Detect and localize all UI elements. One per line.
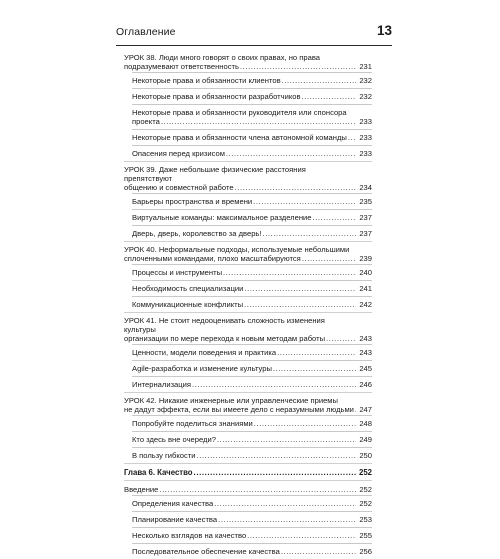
toc-section-entry[interactable]	[124, 451, 372, 460]
toc-entry-title: Agile-разработка и изменение культуры	[132, 364, 272, 373]
dot-leader	[254, 419, 356, 428]
toc-section-entry[interactable]	[124, 547, 372, 556]
toc-section-entry[interactable]	[124, 76, 372, 85]
toc-page-number: 239	[359, 254, 372, 263]
toc-entry-title: Дверь, дверь, королевство за дверь!	[132, 229, 262, 238]
toc-section-entry[interactable]	[124, 284, 372, 293]
toc-chapter-entry[interactable]	[124, 468, 372, 477]
toc-lesson-entry[interactable]	[124, 396, 372, 414]
toc-page-number: 252	[359, 485, 372, 494]
toc-entry-title: Барьеры пространства и времени	[132, 197, 253, 206]
toc-page-number: 242	[359, 300, 372, 309]
toc-entry-title: Некоторые права и обязанности руководителя или спонсора	[132, 108, 347, 117]
toc-page-number: 233	[359, 133, 372, 142]
dot-leader	[244, 284, 356, 293]
toc-page-number: 253	[359, 515, 372, 524]
toc-entry-title: Коммуникационные конфликты	[132, 300, 244, 309]
toc-entry-title: УРОК 41. Не стоит недооценивать сложность изменения культуры	[124, 316, 325, 334]
dot-leader	[226, 149, 356, 158]
toc-entry-title: Процессы и инструменты	[132, 268, 223, 277]
toc-divider	[124, 241, 372, 242]
toc-entry-title: Последовательное обеспечение качества	[132, 547, 280, 556]
toc-page-number: 237	[359, 213, 372, 222]
toc-entry-title: Некоторые права и обязанности разработчиков	[132, 92, 301, 101]
toc-page-number: 248	[359, 419, 372, 428]
dot-leader	[223, 268, 356, 277]
toc-divider	[132, 72, 372, 73]
running-header	[116, 23, 392, 46]
toc-divider	[124, 392, 372, 393]
toc-divider	[124, 312, 372, 313]
toc-page-number: 241	[359, 284, 372, 293]
toc-page-number: 237	[359, 229, 372, 238]
toc-entry-title: Некоторые права и обязанности клиентов	[132, 76, 281, 85]
toc-divider	[132, 129, 372, 130]
toc-entry-title: Глава 6. Качество	[124, 468, 193, 477]
dot-leader	[197, 451, 356, 460]
dot-leader	[326, 334, 356, 343]
toc-entry-title: УРОК 39. Даже небольшие физические расстояния препятствуют	[124, 165, 306, 183]
toc-entry-title: сплоченными командами, плохо масштабируются	[124, 254, 301, 263]
toc-section-entry[interactable]	[124, 213, 372, 222]
toc-entry-title: Введение	[124, 485, 159, 494]
dot-leader	[194, 468, 356, 477]
toc-lesson-entry[interactable]	[124, 53, 372, 71]
toc-entry-title: Кто здесь вне очереди?	[132, 435, 216, 444]
toc-entry-title: Планирование качества	[132, 515, 218, 524]
toc-entry-title: общению и совместной работе	[124, 183, 234, 192]
toc-entry-title: не дадут эффекта, если вы имеете дело с неразумными людьми	[124, 405, 354, 414]
toc-lesson-entry[interactable]	[124, 165, 372, 192]
toc-entry-title: Определения качества	[132, 499, 214, 508]
toc-entry-title: В пользу гибкости	[132, 451, 196, 460]
dot-leader	[159, 485, 356, 494]
toc-entry-title: УРОК 42. Никакие инженерные или управленческие приемы	[124, 396, 338, 405]
toc-section-entry[interactable]	[124, 515, 372, 524]
toc-section-entry[interactable]	[124, 435, 372, 444]
toc-lesson-entry[interactable]	[124, 245, 372, 263]
dot-leader	[235, 183, 356, 192]
toc-section-entry[interactable]	[124, 348, 372, 357]
toc-divider	[132, 280, 372, 281]
toc-section-entry[interactable]	[124, 133, 372, 142]
toc-page-number: 232	[359, 76, 372, 85]
dot-leader	[218, 515, 356, 524]
toc-page-number: 232	[359, 92, 372, 101]
toc-entry-title: УРОК 40. Неформальные подходы, используемые небольшими	[124, 245, 350, 254]
toc-page-number: 255	[359, 531, 372, 540]
toc-divider	[132, 415, 372, 416]
toc-entry-title: Некоторые права и обязанности члена автономной команды	[132, 133, 347, 142]
toc-section-entry[interactable]	[124, 364, 372, 373]
toc-page-number: 233	[359, 117, 372, 126]
dot-leader	[302, 254, 356, 263]
toc-section-entry[interactable]	[124, 197, 372, 206]
toc-page-number: 245	[359, 364, 372, 373]
toc-entry-title: Несколько взглядов на качество	[132, 531, 247, 540]
toc-lesson-entry[interactable]	[124, 485, 372, 494]
toc-page-number: 252	[359, 499, 372, 508]
toc-entry-title: организации по мере перехода к новым методам работы	[124, 334, 326, 343]
toc-divider	[132, 88, 372, 89]
toc-entry-title: проекта	[132, 117, 160, 126]
dot-leader	[282, 76, 356, 85]
toc-page-number: 243	[359, 348, 372, 357]
dot-leader	[273, 364, 356, 373]
toc-page-number: 247	[359, 405, 372, 414]
toc-section-entry[interactable]	[124, 268, 372, 277]
toc-divider	[132, 527, 372, 528]
dot-leader	[355, 405, 356, 414]
page-number: 13	[376, 23, 392, 38]
toc-section-entry[interactable]	[124, 149, 372, 158]
toc-section-entry[interactable]	[124, 380, 372, 389]
dot-leader	[214, 499, 356, 508]
toc-page-number: 240	[359, 268, 372, 277]
section-name: Оглавление	[116, 26, 176, 38]
toc-divider	[132, 543, 372, 544]
toc-lesson-entry[interactable]	[124, 316, 372, 343]
toc-divider	[132, 511, 372, 512]
dot-leader	[302, 92, 357, 101]
toc-page-number: 252	[358, 468, 372, 477]
toc-page-number: 246	[359, 380, 372, 389]
toc-entry-title: Интернализация	[132, 380, 191, 389]
toc-divider	[132, 145, 372, 146]
toc-section-entry[interactable]	[124, 499, 372, 508]
dot-leader	[312, 213, 356, 222]
toc-section-entry[interactable]	[124, 531, 372, 540]
toc-divider	[132, 360, 372, 361]
toc-divider	[132, 209, 372, 210]
toc-page-number: 235	[359, 197, 372, 206]
toc-divider	[132, 344, 372, 345]
toc-divider	[132, 296, 372, 297]
table-of-contents	[124, 53, 372, 559]
toc-page-number: 233	[359, 149, 372, 158]
toc-entry-title: УРОК 38. Люди много говорят о своих правах, но права	[124, 53, 320, 62]
toc-divider	[124, 480, 372, 481]
dot-leader	[161, 117, 356, 126]
toc-divider	[132, 495, 372, 496]
dot-leader	[277, 348, 356, 357]
dot-leader	[244, 300, 356, 309]
toc-divider	[132, 225, 372, 226]
toc-section-entry[interactable]	[124, 229, 372, 238]
dot-leader	[240, 62, 356, 71]
toc-section-entry[interactable]	[124, 300, 372, 309]
toc-page-number: 234	[359, 183, 372, 192]
toc-divider	[124, 463, 372, 464]
toc-divider	[132, 431, 372, 432]
dot-leader	[348, 133, 356, 142]
toc-section-entry[interactable]	[124, 419, 372, 428]
toc-divider	[132, 104, 372, 105]
dot-leader	[247, 531, 356, 540]
toc-entry-title: Опасения перед кризисом	[132, 149, 225, 158]
dot-leader	[192, 380, 356, 389]
toc-divider	[124, 161, 372, 162]
toc-divider	[132, 193, 372, 194]
dot-leader	[263, 229, 357, 238]
toc-entry-title: Необходимость специализации	[132, 284, 244, 293]
toc-page-number: 231	[359, 62, 372, 71]
toc-entry-title: Попробуйте поделиться знаниями	[132, 419, 253, 428]
toc-section-entry[interactable]	[124, 92, 372, 101]
toc-section-entry[interactable]	[124, 108, 372, 126]
toc-page-number: 243	[359, 334, 372, 343]
dot-leader	[217, 435, 356, 444]
toc-entry-title: Ценности, модели поведения и практика	[132, 348, 277, 357]
toc-divider	[132, 264, 372, 265]
toc-divider	[132, 447, 372, 448]
toc-entry-title: Виртуальные команды: максимальное разделение	[132, 213, 312, 222]
toc-page-number: 250	[359, 451, 372, 460]
toc-entry-title: подразумевают ответственность	[124, 62, 239, 71]
toc-divider	[132, 376, 372, 377]
dot-leader	[281, 547, 356, 556]
toc-page-number: 249	[359, 435, 372, 444]
dot-leader	[253, 197, 356, 206]
toc-page-number: 256	[359, 547, 372, 556]
